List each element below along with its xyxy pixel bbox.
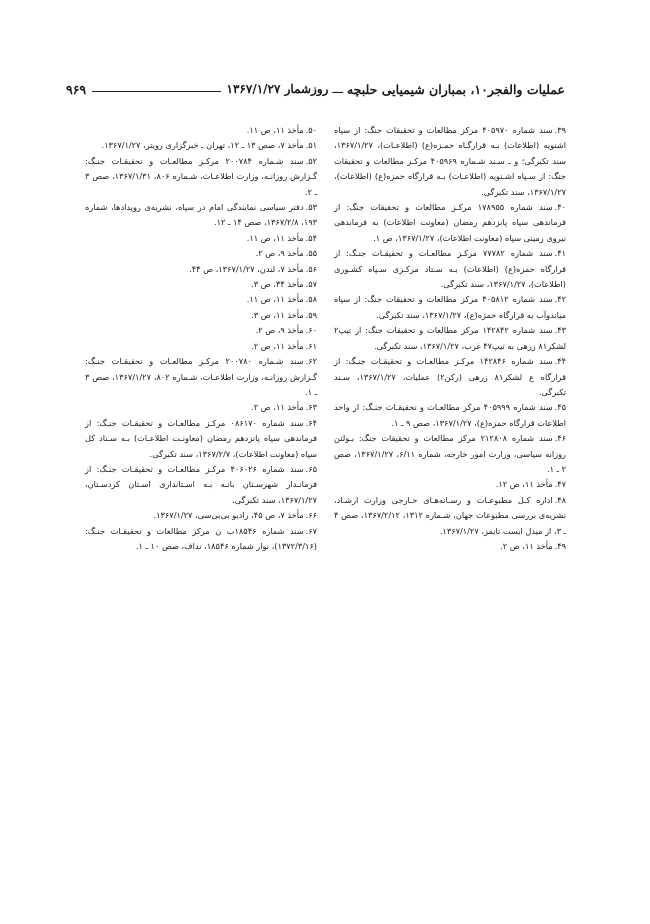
- footnote-number: ۵۱.: [305, 140, 317, 151]
- footnote-51: [85, 138, 317, 153]
- footnote-number: ۶۳.: [305, 402, 317, 413]
- footnote-46: [334, 431, 566, 477]
- footnote-text: سند شماره ۴۰۵۹۷۰ مرکز مطالعات و تحقیقات جنگ: از سپاه اشنویه (اطلاعات) بـه قرارگـاه حمـزه(ع) (اطلاعـات)، ۱۳۶۷/۱/۲۷، سند تکبرگی؛ و ـ سـند شـماره ۴۰۵۹۶۹ مرکـز مطالعات و تحقیقات جنگ: از سـپاه اشـنویه (اطلاعـات) بـه قرارگاه حمزه(ع) (اطلاعات)، ۱۳۶۷/۱/۲۷، سند تکبرگی.: [334, 125, 566, 197]
- footnote-number: ۵۶.: [305, 263, 317, 274]
- footnote-number: ۶۲.: [305, 356, 317, 367]
- footnote-62: [85, 354, 317, 400]
- footnote-number: ۶۴.: [305, 417, 317, 428]
- footnote-text: سند شماره ۱۸۵۴۶ب ن مرکز مطالعات و تحقیقـات جنـگ: (۱۳۷۲/۳/۱۶)، نوار شماره ۱۸۵۴۶، نداف، صص ۱۰ ـ ۱.: [85, 525, 317, 551]
- footnote-text: سند شماره ۴۰۵۹۹۹ مرکز مطالعـات و تحقیقـات جنـگ: از واحد اطلاعات قرارگاه حمزه(ع)، ۱۳۶۷/۱/۲۷، صص ۹ ـ ۱.: [334, 402, 566, 428]
- footnote-number: ۵۲.: [305, 155, 317, 166]
- footnote-text: مأخذ ۱۱، ص ۱۱.: [246, 232, 304, 243]
- footnote-55: [85, 246, 317, 261]
- footnote-45: [334, 400, 566, 431]
- footnote-text: مأخذ ۱۱، ص ۱۲.: [495, 479, 553, 490]
- footnote-number: ۶۵.: [305, 463, 317, 474]
- footnote-number: ۴۹.: [554, 540, 566, 551]
- footnote-39: [334, 123, 566, 200]
- footnote-number: ۴۷.: [554, 479, 566, 490]
- footnote-66: [85, 508, 317, 523]
- footnote-text: دفتر سیاسی نمایندگی امام در سپاه، نشریه‌ی رویدادها، شماره ۱۹۳، ۱۳۶۷/۲/۸، صص ۱۴ ـ ۱۲.: [85, 202, 317, 228]
- footnote-56: [85, 262, 317, 277]
- footnote-text: اداره کـل مطبوعـات و رسـانه‌هـای خـارجی وزارت ارشـاد، نشریه‌ی بررسی مطبوعات جهان، شـماره ۱۳۱۲، ۱۳۶۷/۲/۱۲، صص ۴ ـ ۳، از میدل ایست تایمز، ۱۳۶۷/۱/۲۷.: [334, 494, 566, 536]
- footnote-text: مأخذ ۹، ص ۲.: [255, 325, 304, 336]
- footnote-text: سند شماره ۱۴۲۸۴۶ مرکـز مطالعـات و تحقیقـات جنـگ: از قرارگاه ع لشکر۸۱ زرهی (رکن۲) عملیات، ۱۳۶۷/۱/۲۷، سـند تکبرگی.: [334, 356, 566, 397]
- footnote-text: مأخذ ۱۱، ص ۳.: [251, 309, 304, 320]
- footnote-number: ۶۶.: [305, 510, 317, 521]
- footnote-text: سند شماره ۴۰۵۸۱۲ مرکز مطالعات و تحقیقات جنگ: از سپاه میاندوآب به قرارگاه حمزه(ع)، ۱۳۶۷/۱/۲۷، سند تکبرگی.: [334, 294, 566, 320]
- footnote-number: ۳۹.: [554, 125, 566, 135]
- footnote-number: ۴۰.: [554, 202, 566, 213]
- footnote-text: سند شـماره ۲۰۰۷۸۴ مرکـز مطالعـات و تحقیقـات جنـگ: گـزارش روزانـه، وزارت اطلاعـات، شـماره ۸۰۶، ۱۳۶۷/۱/۳۱، صص ۳ ـ ۲.: [85, 155, 317, 197]
- footnote-41: [334, 246, 566, 292]
- header-separator: ـــ: [332, 82, 343, 96]
- page-number: ۹۶۹: [66, 81, 87, 97]
- footnote-text: مأخذ ۱۱، ص ۲.: [500, 540, 553, 551]
- footnote-number: ۶۰.: [305, 325, 317, 336]
- footnote-text: سند شماره ۴۰۶۰۲۶ مرکـز مطالعـات و تحقیقـات جنـگ: از فرمانـدار شهرسـتان بانـه بـه اسـتانداری اسـتان کردسـتان، ۱۳۶۷/۱/۲۷، سند تکبرگی.: [85, 463, 317, 505]
- footnote-number: ۴۸.: [554, 494, 566, 505]
- footnote-text: مأخذ ۱۱، ص ۲.: [251, 402, 304, 413]
- notes-column-left: [85, 123, 317, 554]
- footnote-67: [85, 524, 317, 555]
- footnote-text: مأخذ ۷، ص ۴۵، رادیو بی‌بی‌سی، ۱۳۶۷/۱/۲۷.: [153, 510, 304, 521]
- header-rule: [92, 91, 220, 92]
- footnote-number: ۶۱.: [305, 340, 317, 351]
- footnote-text: سند شـماره ۲۰۰۷۸۰ مرکـز مطالعـات و تحقیقـات جنـگ: گـزارش روزانـه، وزارت اطلاعـات، شـماره ۸۰۲، ۱۳۶۷/۱/۲۷، صص ۳ ـ ۱.: [85, 356, 317, 397]
- footnote-number: ۶۷.: [305, 525, 317, 536]
- footnote-number: ۵۸.: [305, 294, 317, 305]
- footnote-number: ۵۰.: [305, 125, 317, 135]
- footnote-number: ۵۹.: [305, 309, 317, 320]
- footnote-number: ۴۳.: [554, 325, 567, 336]
- footnote-number: ۴۴.: [554, 356, 566, 367]
- footnote-text: سند شماره ۱۷۸۹۵۵ مرکـز مطالعات و تحقیقات جنگ: از فرماندهی سپاه پانزدهم رمضان (معاونت اطلاعات) به فرماندهی نیروی زمینی سپاه (معاونت اطلاعات)، ۱۳۶۷/۱/۲۷، ص ۱.: [334, 202, 566, 243]
- footnote-number: ۵۵.: [305, 248, 317, 259]
- footnote-text: سند شماره ۰۸۶۱۷۰ مرکـز مطالعـات و تحقیقـات جنـگ: از فرماندهی سپاه پانزدهم رمضان (معاونـت اطلاعـات) بـه سـتاد کل سپاه (معاونت اطلاعات)، ۱۳۶۷/۲/۷، سند تکبرگی.: [85, 417, 317, 459]
- footnote-63: [85, 400, 317, 415]
- footnote-64: [85, 416, 317, 462]
- footnote-text: مأخذ ۷، لندن، ۱۳۶۷/۱/۲۷، ص ۴۴.: [189, 263, 304, 274]
- footnote-text: سند شماره ۱۴۲۸۴۲ مرکز مطالعات و تحقیقات جنگ: از تیپ۲ لشکر۸۱ زرهی به تیپ۴۷ غرب، ۱۳۶۷/۱/۲۷، سند تکبرگی.: [334, 325, 566, 351]
- header-date: روزشمار ۱۳۶۷/۱/۲۷: [226, 82, 329, 96]
- footnote-42: [334, 292, 566, 323]
- footnote-44: [334, 354, 566, 400]
- footnote-60: [85, 323, 317, 338]
- footnote-50: [85, 123, 317, 138]
- header-title: عملیات والفجر۱۰، بمباران شیمیایی حلبچه: [346, 81, 565, 97]
- footnote-53: [85, 200, 317, 231]
- footnote-text: مأخذ ۱۱، ص ۱۱.: [246, 125, 304, 135]
- footnote-52: [85, 154, 317, 200]
- footnote-text: مأخذ ۳۴، ص ۳.: [251, 279, 304, 290]
- footnote-number: ۴۶.: [554, 433, 567, 444]
- running-header: [66, 78, 565, 100]
- footnote-47: [334, 477, 566, 492]
- footnote-40: [334, 200, 566, 246]
- footnote-57: [85, 277, 317, 292]
- footnote-number: ۴۱.: [554, 248, 566, 259]
- footnote-49: [334, 539, 566, 554]
- footnote-text: سند شماره ۲۱۲۸۰۸ مرکز مطالعات و تحقیقات جنگ: بـولتن روزانه سیاسی، وزارت امور خارجه، شماره ۶/۱۱، ۱۳۶۷/۱/۲۷، صص ۲ ـ ۱.: [334, 433, 566, 474]
- footnote-text: سند شماره ۷۷۷۸۲ مرکـز مطالعـات و تحقیقـات جنـگ: از قرارگاه حمزه(ع) (اطلاعات) بـه سـتاد مرکـزی سـپاه کشـوری (اطلاعات)، ۱۳۶۷/۱/۲۷، سند تکبرگی.: [334, 248, 566, 290]
- footnote-number: ۵۷.: [305, 279, 317, 290]
- footnote-59: [85, 308, 317, 323]
- footnote-text: مأخذ ۱۱، ص ۱۱.: [246, 294, 304, 305]
- footnote-number: ۴۵.: [554, 402, 566, 413]
- notes-column-right: [334, 123, 566, 554]
- footnote-61: [85, 339, 317, 354]
- footnote-58: [85, 292, 317, 307]
- footnote-54: [85, 231, 317, 246]
- footnote-number: ۵۳.: [305, 202, 317, 213]
- footnote-65: [85, 462, 317, 508]
- footnote-number: ۵۴.: [305, 232, 317, 243]
- footnote-43: [334, 323, 566, 354]
- footnote-48: [334, 493, 566, 539]
- footnote-text: مأخذ ۹، ص ۲.: [255, 248, 304, 259]
- footnote-text: مأخذ ۷، صص ۱۳ ـ ۱۲، تهران ـ خبرگزاری رویتر، ۱۳۶۷/۱/۲۷.: [101, 140, 304, 151]
- footnote-number: ۴۲.: [554, 294, 566, 305]
- footnote-text: مأخذ ۱۱، ص ۲.: [251, 340, 304, 351]
